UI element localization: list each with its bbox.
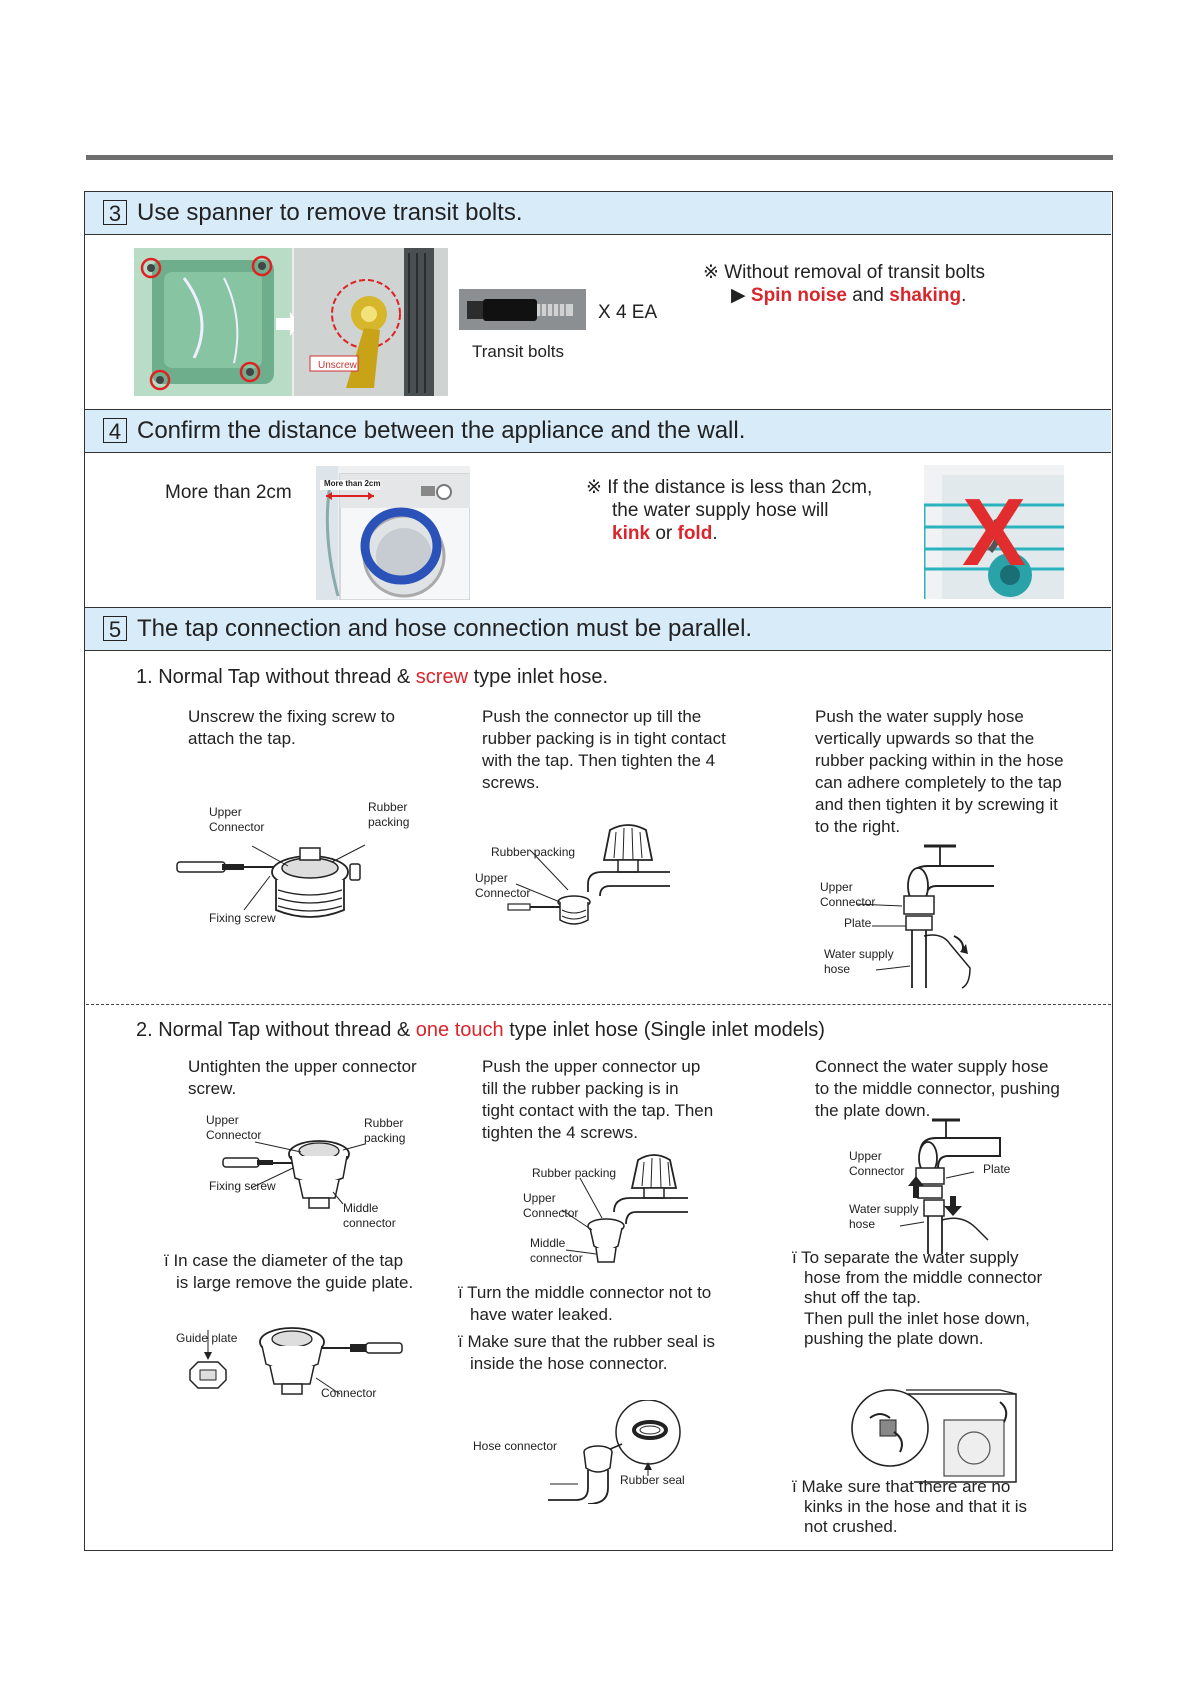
p2f2-upper-2: Connector bbox=[523, 1206, 579, 1220]
part1-heading-b: type inlet hose. bbox=[473, 666, 609, 688]
p1f1-upper-1: Upper bbox=[209, 805, 242, 819]
warning-period: . bbox=[961, 285, 967, 306]
p2f1-upper-2: Connector bbox=[206, 1128, 262, 1142]
distance-note-line1: ※ If the distance is less than 2cm, bbox=[586, 477, 873, 498]
transit-warning-line2 bbox=[731, 284, 966, 308]
distance-bad-photo bbox=[924, 465, 1064, 599]
more-than-2cm-text: More than 2cm bbox=[165, 482, 292, 503]
p1f2-upper-1: Upper bbox=[475, 871, 508, 885]
part2-heading bbox=[136, 1018, 825, 1042]
part2-fig6-appliance-back-drawing bbox=[850, 1388, 1020, 1484]
section-4-header bbox=[85, 409, 1111, 453]
warning-and: and bbox=[852, 285, 884, 306]
part2-fig3-tap-hose-drawing bbox=[850, 1116, 1010, 1256]
part2-col3-line3: the plate down. bbox=[815, 1101, 931, 1120]
note4-line2: hose from the middle connector bbox=[804, 1268, 1043, 1287]
p1f3-upper-2: Connector bbox=[820, 895, 876, 909]
warning-arrow-icon: ▶ bbox=[731, 285, 746, 306]
part2-fig4-guide-plate-drawing bbox=[180, 1318, 415, 1398]
warning-shaking: shaking bbox=[889, 285, 962, 306]
part1-col3-line4: can adhere completely to the tap bbox=[815, 773, 1062, 792]
part1-col3-line3: rubber packing within in the hose bbox=[815, 751, 1064, 770]
part1-col2-line3: with the tap. Then tighten the 4 bbox=[482, 751, 716, 770]
section-3-header bbox=[85, 191, 1111, 235]
p2f1-fixing: Fixing screw bbox=[209, 1179, 276, 1193]
note5-line2: kinks in the hose and that it is bbox=[804, 1497, 1028, 1516]
part2-col3-line2: to the middle connector, pushing bbox=[815, 1079, 1060, 1098]
p1f1-rubber-1: Rubber bbox=[368, 800, 408, 814]
photo-distance-label: More than 2cm bbox=[324, 479, 381, 488]
part1-heading-red: screw bbox=[415, 666, 469, 688]
note4-line3: shut off the tap. bbox=[804, 1288, 921, 1307]
p1f2-rubber: Rubber packing bbox=[491, 845, 576, 859]
part1-fig1-connector-drawing bbox=[170, 820, 390, 940]
p2f3-water-2: hose bbox=[849, 1217, 876, 1231]
part1-col3-line5: and then tighten it by screwing it bbox=[815, 795, 1058, 814]
part1-col1-line2: attach the tap. bbox=[188, 729, 296, 748]
p2f4-connector: Connector bbox=[321, 1386, 377, 1400]
p2f1-middle-2: connector bbox=[343, 1216, 396, 1230]
p2f1-upper-1: Upper bbox=[206, 1113, 239, 1127]
p2f4-guide: Guide plate bbox=[176, 1331, 238, 1345]
p2f3-water-1: Water supply bbox=[849, 1202, 919, 1216]
p1f1-fixing: Fixing screw bbox=[209, 911, 276, 925]
part1-col1-line1: Unscrew the fixing screw to bbox=[188, 707, 395, 726]
section-4-title: Confirm the distance between the appliance and the wall. bbox=[137, 417, 746, 444]
note3-line1: ï Make sure that the rubber seal is bbox=[458, 1332, 716, 1351]
note5-line1: ï Make sure that there are no bbox=[792, 1477, 1011, 1496]
part1-heading bbox=[136, 665, 608, 689]
p2f1-rubber-1: Rubber bbox=[364, 1116, 404, 1130]
note2-line2: have water leaked. bbox=[470, 1305, 613, 1324]
part2-col1-line1: Untighten the upper connector bbox=[188, 1057, 417, 1076]
note1-line1: ï In case the diameter of the tap bbox=[164, 1251, 404, 1270]
part1-col2-line4: screws. bbox=[482, 773, 540, 792]
part1-col3-line1: Push the water supply hose bbox=[815, 707, 1024, 726]
note1-line2: is large remove the guide plate. bbox=[176, 1273, 414, 1292]
part2-heading-red: one touch bbox=[415, 1019, 504, 1041]
section-5-header bbox=[85, 607, 1111, 651]
part2-col2-line3: tight contact with the tap. Then bbox=[482, 1101, 714, 1120]
p2f2-middle-2: connector bbox=[530, 1251, 583, 1265]
note4-line4: Then pull the inlet hose down, bbox=[804, 1309, 1030, 1328]
section-5-title: The tap connection and hose connection must be parallel. bbox=[137, 615, 753, 642]
note4-line1: ï To separate the water supply bbox=[792, 1248, 1019, 1267]
p2f1-middle-1: Middle bbox=[343, 1201, 379, 1215]
note4-line5: pushing the plate down. bbox=[804, 1329, 984, 1348]
distance-ok-photo bbox=[316, 466, 470, 600]
part2-col1-line2: screw. bbox=[188, 1079, 237, 1098]
p1f2-upper-2: Connector bbox=[475, 886, 531, 900]
unscrew-label: Unscrew bbox=[318, 360, 357, 371]
part2-col2-line4: tighten the 4 screws. bbox=[482, 1123, 638, 1142]
part1-col3-line6: to the right. bbox=[815, 817, 901, 836]
transit-warning-line1: ※ Without removal of transit bolts bbox=[703, 262, 986, 283]
part2-col3-line1: Connect the water supply hose bbox=[815, 1057, 1049, 1076]
transit-bolts-caption: Transit bolts bbox=[472, 342, 564, 361]
section-4-number: 4 bbox=[103, 418, 127, 443]
part-divider bbox=[86, 1004, 1111, 1005]
p1f3-water-1: Water supply bbox=[824, 947, 894, 961]
part2-heading-b: type inlet hose (Single inlet models) bbox=[509, 1019, 825, 1041]
note-or: or bbox=[655, 523, 673, 544]
section-3-number: 3 bbox=[103, 200, 127, 225]
section-3-title: Use spanner to remove transit bolts. bbox=[137, 199, 523, 226]
p1f3-plate: Plate bbox=[844, 916, 872, 930]
p2f2-upper-1: Upper bbox=[523, 1191, 556, 1205]
p1f1-upper-2: Connector bbox=[209, 820, 265, 834]
p2f2-middle-1: Middle bbox=[530, 1236, 566, 1250]
part1-heading-a: 1. Normal Tap without thread & bbox=[136, 666, 411, 688]
distance-note-line2: the water supply hose will bbox=[612, 500, 829, 521]
note2-line1: ï Turn the middle connector not to bbox=[458, 1283, 712, 1302]
part2-heading-a: 2. Normal Tap without thread & bbox=[136, 1019, 411, 1041]
p2f3-upper-2: Connector bbox=[849, 1164, 905, 1178]
x-mark-icon: X bbox=[962, 479, 1027, 586]
warning-spin-noise: Spin noise bbox=[750, 285, 847, 306]
part1-col2-line2: rubber packing is in tight contact bbox=[482, 729, 726, 748]
note5-line3: not crushed. bbox=[804, 1517, 898, 1536]
transit-bolt-photo bbox=[134, 248, 448, 396]
part2-fig5-hose-connector-drawing bbox=[548, 1400, 688, 1504]
part1-col2-line1: Push the connector up till the bbox=[482, 707, 702, 726]
p1f3-upper-1: Upper bbox=[820, 880, 853, 894]
p2f3-plate: Plate bbox=[983, 1162, 1011, 1176]
p1f1-rubber-2: packing bbox=[368, 815, 410, 829]
note-period: . bbox=[712, 523, 718, 544]
p2f3-upper-1: Upper bbox=[849, 1149, 882, 1163]
note-kink: kink bbox=[612, 523, 651, 544]
top-rule bbox=[86, 155, 1113, 160]
note3-line2: inside the hose connector. bbox=[470, 1354, 668, 1373]
part1-col3-line2: vertically upwards so that the bbox=[815, 729, 1035, 748]
note-fold: fold bbox=[677, 523, 713, 544]
p2f1-rubber-2: packing bbox=[364, 1131, 406, 1145]
p2f5-hose: Hose connector bbox=[473, 1439, 558, 1453]
distance-note-line3 bbox=[612, 522, 718, 546]
part2-col2-line2: till the rubber packing is in bbox=[482, 1079, 679, 1098]
p2f2-rubber: Rubber packing bbox=[532, 1166, 617, 1180]
transit-bolt-image bbox=[459, 289, 586, 330]
part2-col2-line1: Push the upper connector up bbox=[482, 1057, 701, 1076]
bolt-quantity: X 4 EA bbox=[598, 302, 658, 323]
p2f5-seal: Rubber seal bbox=[620, 1473, 685, 1487]
p1f3-water-2: hose bbox=[824, 962, 851, 976]
section-5-number: 5 bbox=[103, 616, 127, 641]
